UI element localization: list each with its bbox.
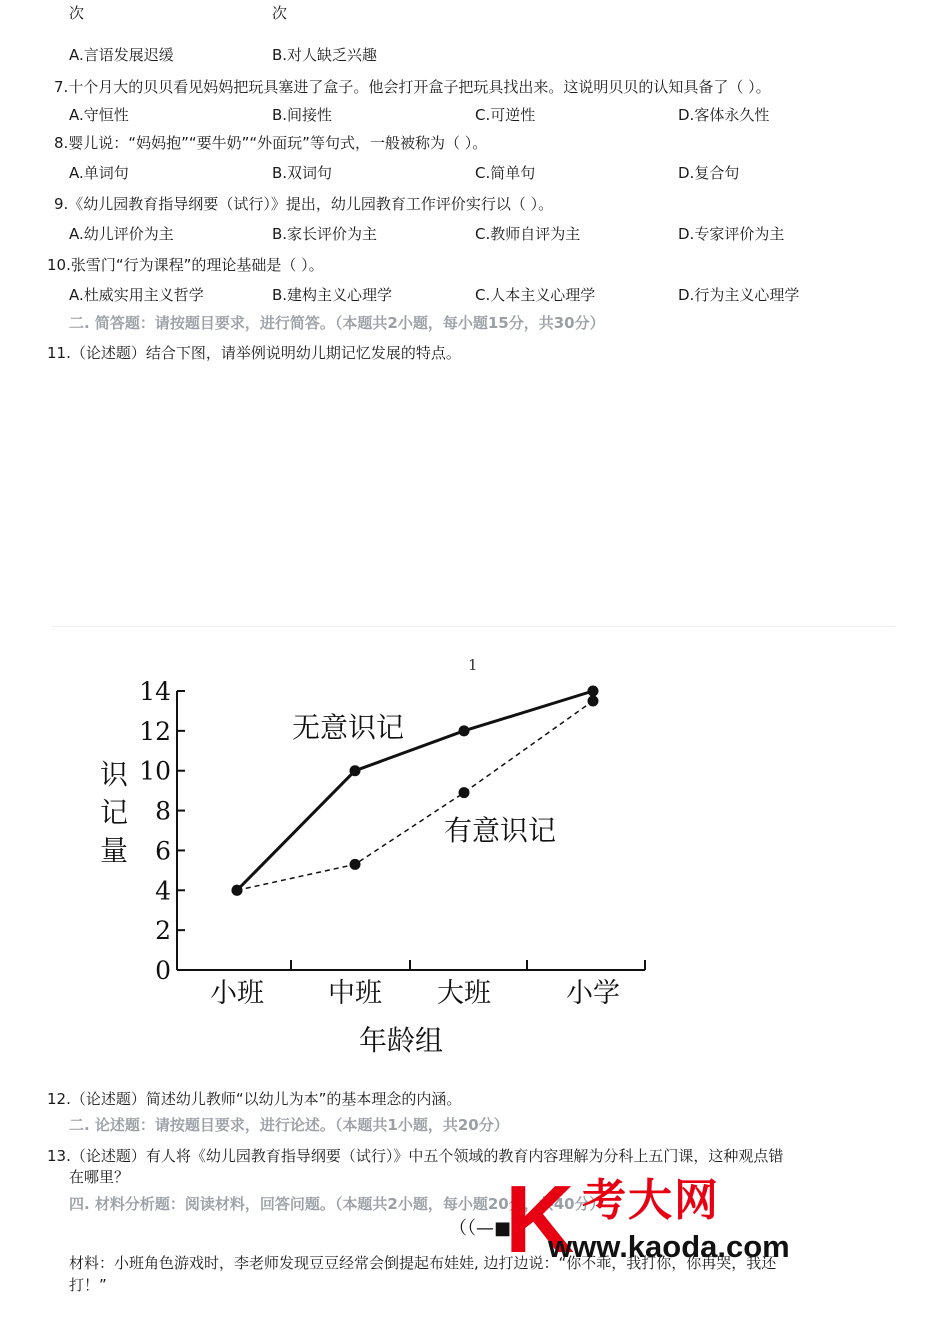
section-essay-heading: 二. 论述题：请按题目要求，进行论述。（本题共1小题，共20分） bbox=[69, 1116, 509, 1134]
logo-mark: （（—■ bbox=[449, 1218, 512, 1239]
page-number: 1 bbox=[468, 656, 478, 674]
q10-option-a: A.杜威实用主义哲学 bbox=[69, 286, 204, 304]
series-label-involuntary: 无意识记 bbox=[292, 711, 405, 744]
y-tick-label: 6 bbox=[155, 836, 171, 866]
x-tick-label: 中班 bbox=[328, 978, 382, 1009]
q10-stem: 10.张雪门“行为课程”的理论基础是（ ）。 bbox=[47, 256, 324, 274]
material-line1: 材料：小班角色游戏时，李老师发现豆豆经常会倒提起布娃娃, 边打边说：“你不乖，我打你，你再哭，我还 bbox=[69, 1254, 777, 1272]
y-tick-label: 8 bbox=[155, 796, 171, 826]
q13-stem-line2: 在哪里？ bbox=[69, 1168, 130, 1186]
q6-option-b: B.对人缺乏兴趣 bbox=[272, 46, 378, 64]
y-tick-label: 14 bbox=[139, 677, 171, 706]
q11-stem: 11.（论述题）结合下图，请举例说明幼儿期记忆发展的特点。 bbox=[47, 344, 461, 362]
y-axis-label-char: 识 bbox=[99, 758, 129, 791]
data-point bbox=[459, 725, 470, 736]
q7-option-a: A.守恒性 bbox=[69, 106, 129, 124]
y-axis-label-char: 记 bbox=[99, 796, 129, 829]
data-point bbox=[350, 765, 361, 776]
y-tick-label: 10 bbox=[139, 756, 171, 786]
data-point bbox=[588, 686, 599, 697]
kaoda-logo-k: K bbox=[505, 1166, 575, 1273]
series-line-involuntary bbox=[237, 691, 593, 890]
data-point bbox=[350, 859, 361, 870]
q9-stem: 9.《幼儿园教育指导纲要（试行）》提出，幼儿园教育工作评价实行以（ ）。 bbox=[54, 195, 554, 213]
prev-question-fragment-left: 次 bbox=[69, 4, 85, 22]
series-line-voluntary bbox=[237, 701, 593, 890]
q8-stem: 8.婴儿说：“妈妈抱”“要牛奶”“外面玩”等句式，一般被称为（ ）。 bbox=[54, 134, 488, 152]
section-short-answer-heading: 二. 简答题：请按题目要求，进行简答。（本题共2小题，每小题15分，共30分） bbox=[69, 314, 605, 332]
x-tick-label: 小班 bbox=[210, 978, 264, 1009]
data-point bbox=[459, 787, 470, 798]
q13-stem-line1: 13.（论述题）有人将《幼儿园教育指导纲要（试行）》中五个领域的教育内容理解为分科上五门课，这种观点错 bbox=[47, 1147, 784, 1165]
q7-option-c: C.可逆性 bbox=[475, 106, 536, 124]
section-material-heading: 四. 材料分析题：阅读材料，回答问题。（本题共2小题，每小题20分，共40分） bbox=[69, 1195, 605, 1213]
q6-option-a: A.言语发展迟缓 bbox=[69, 46, 174, 64]
prev-question-fragment-right: 次 bbox=[272, 4, 288, 22]
q10-option-b: B.建构主义心理学 bbox=[272, 286, 393, 304]
x-tick-label: 大班 bbox=[437, 978, 491, 1009]
q7-option-d: D.客体永久性 bbox=[678, 106, 770, 124]
x-axis-label: 年龄组 bbox=[358, 1024, 444, 1057]
q8-option-c: C.简单句 bbox=[475, 164, 536, 182]
y-tick-label: 4 bbox=[155, 876, 171, 906]
data-point bbox=[232, 885, 243, 896]
q9-option-d: D.专家评价为主 bbox=[678, 225, 785, 243]
y-tick-label: 2 bbox=[155, 916, 171, 946]
q10-option-d: D.行为主义心理学 bbox=[678, 286, 800, 304]
y-tick-label: 0 bbox=[155, 956, 171, 985]
x-tick-label: 小学 bbox=[566, 978, 620, 1009]
q7-option-b: B.间接性 bbox=[272, 106, 333, 124]
series-label-voluntary: 有意识记 bbox=[444, 814, 557, 847]
q9-option-c: C.教师自评为主 bbox=[475, 225, 581, 243]
kaoda-logo-name: 考大网 bbox=[582, 1175, 720, 1226]
y-axis-label-char: 量 bbox=[99, 834, 129, 867]
y-tick-label: 12 bbox=[139, 716, 171, 746]
data-point bbox=[588, 695, 599, 706]
q7-stem: 7.十个月大的贝贝看见妈妈把玩具塞进了盒子。他会打开盒子把玩具找出来。这说明贝贝的认知具备了（ ）。 bbox=[54, 78, 771, 96]
q8-option-d: D.复合句 bbox=[678, 164, 740, 182]
q8-option-a: A.单词句 bbox=[69, 164, 129, 182]
q9-option-a: A.幼儿评价为主 bbox=[69, 225, 174, 243]
q8-option-b: B.双词句 bbox=[272, 164, 333, 182]
q12-stem: 12.（论述题）简述幼儿教师“以幼儿为本”的基本理念的内涵。 bbox=[47, 1090, 462, 1108]
q9-option-b: B.家长评价为主 bbox=[272, 225, 378, 243]
kaoda-logo-url: www.kaoda.com bbox=[548, 1229, 790, 1264]
material-line2: 打！” bbox=[69, 1276, 107, 1294]
q10-option-c: C.人本主义心理学 bbox=[475, 286, 596, 304]
